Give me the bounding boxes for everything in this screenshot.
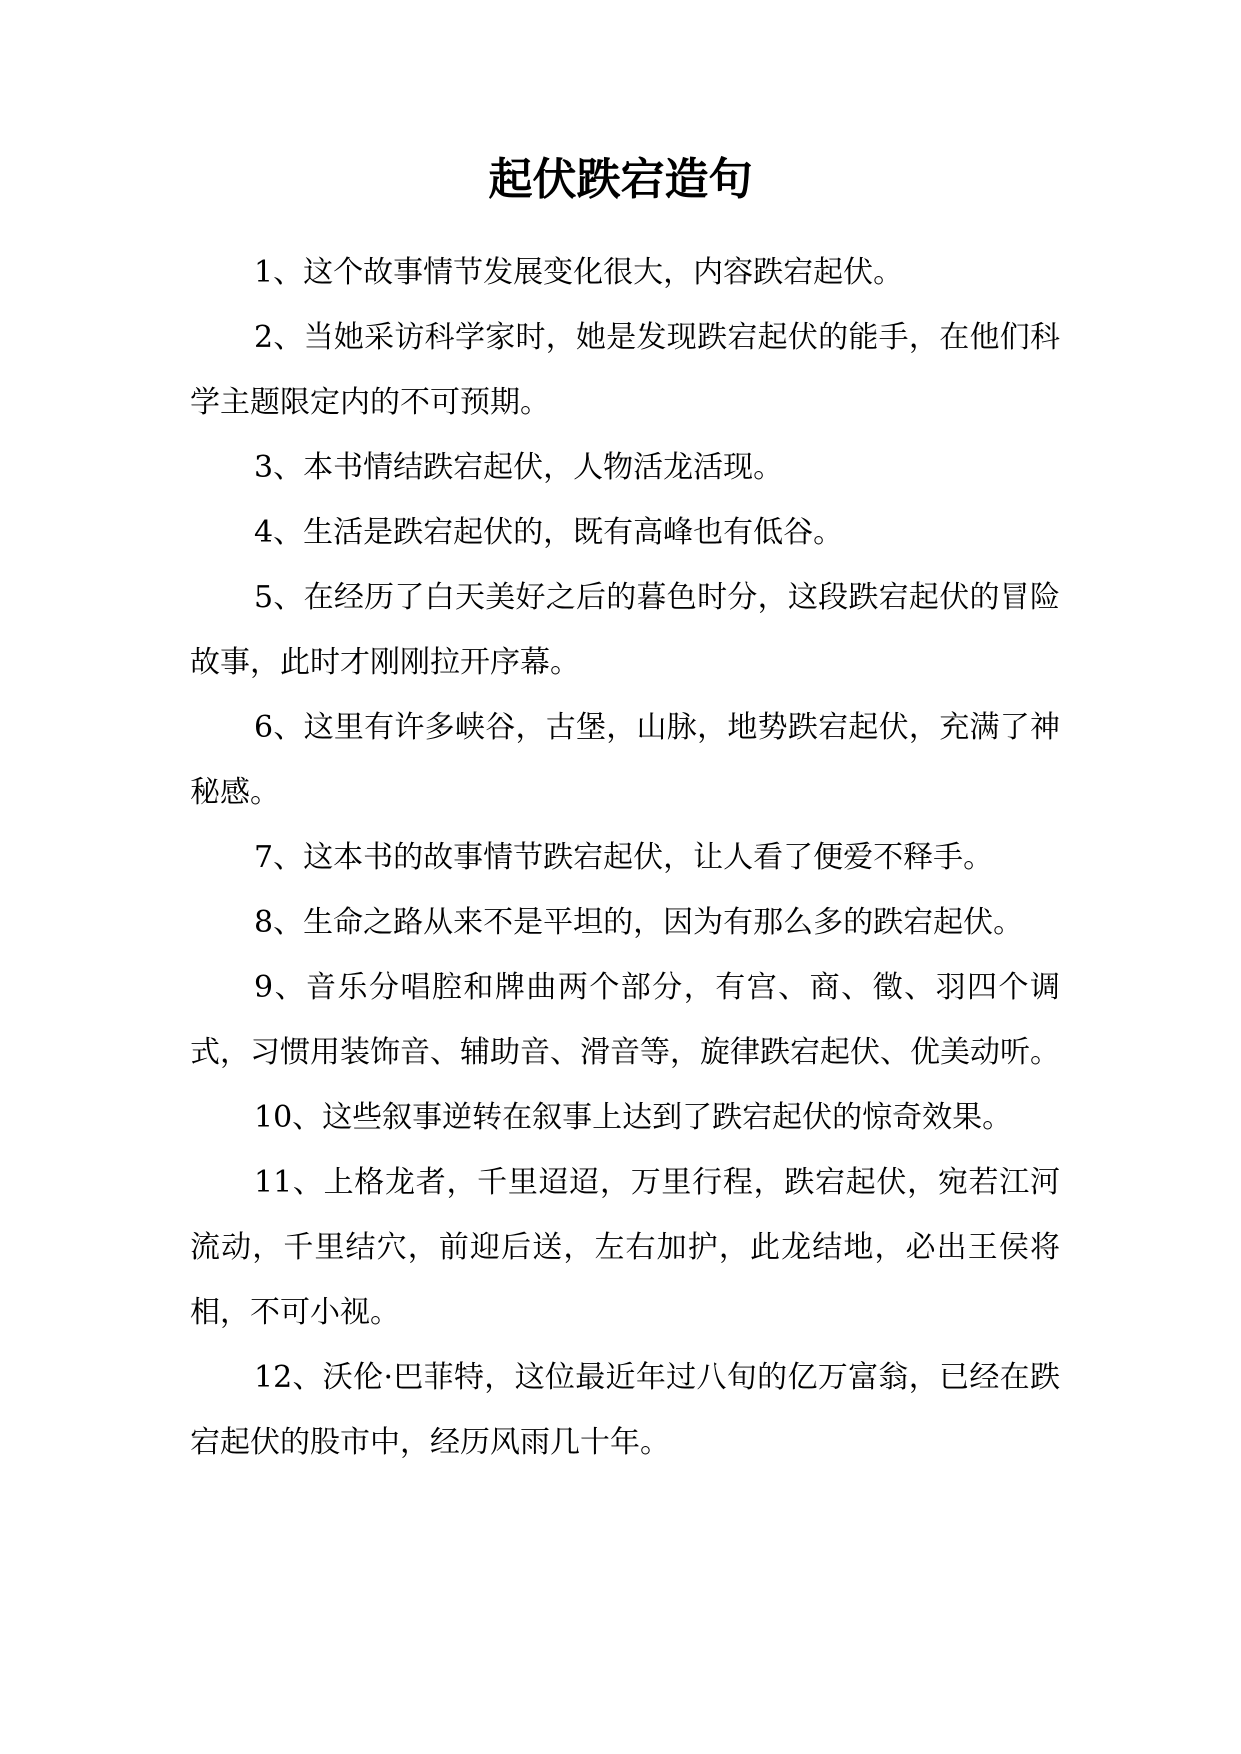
sentence-10: 10、这些叙事逆转在叙事上达到了跌宕起伏的惊奇效果。 [254, 1100, 1013, 1135]
sentence-3: 3、本书情结跌宕起伏，人物活龙活现。 [254, 450, 784, 485]
sentence-list [190, 240, 1060, 1475]
sentence-4: 4、生活是跌宕起伏的，既有高峰也有低谷。 [254, 515, 844, 550]
sentence-7: 7、这本书的故事情节跌宕起伏，让人看了便爱不释手。 [254, 840, 994, 875]
sentence-6: 6、这里有许多峡谷，古堡，山脉，地势跌宕起伏，充满了神秘感。 [190, 710, 1060, 810]
sentence-1: 1、这个故事情节发展变化很大，内容跌宕起伏。 [254, 255, 904, 290]
sentence-5: 5、在经历了白天美好之后的暮色时分，这段跌宕起伏的冒险故事，此时才刚刚拉开序幕。 [190, 580, 1060, 680]
sentence-11: 11、上格龙者，千里迢迢，万里行程，跌宕起伏，宛若江河流动，千里结穴，前迎后送，左右加护，此龙结地，必出王侯将相，不可小视。 [190, 1165, 1060, 1330]
sentence-9: 9、音乐分唱腔和牌曲两个部分，有宫、商、徵、羽四个调式，习惯用装饰音、辅助音、滑音等，旋律跌宕起伏、优美动听。 [190, 970, 1060, 1070]
sentence-8: 8、生命之路从来不是平坦的，因为有那么多的跌宕起伏。 [254, 905, 1024, 940]
page-title: 起伏跌宕造句 [488, 154, 753, 205]
sentence-12: 12、沃伦·巴菲特，这位最近年过八旬的亿万富翁，已经在跌宕起伏的股市中，经历风雨几十年。 [190, 1360, 1060, 1460]
sentence-2: 2、当她采访科学家时，她是发现跌宕起伏的能手，在他们科学主题限定内的不可预期。 [190, 320, 1060, 420]
